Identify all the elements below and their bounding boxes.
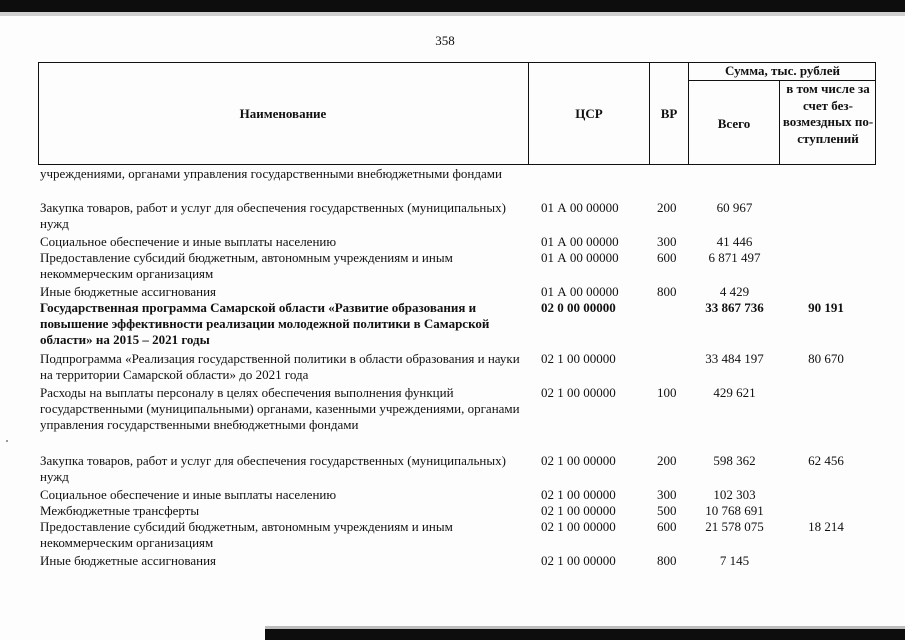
row-csr: 02 1 00 00000	[541, 487, 616, 502]
row-total: 60 967	[716, 200, 753, 215]
row-free: 18 214	[808, 519, 844, 534]
row-vr: 100	[657, 385, 677, 400]
row-vr: 200	[657, 453, 677, 468]
row-csr: 02 1 00 00000	[541, 453, 616, 468]
row-total: 33 867 736	[705, 300, 764, 315]
row-name: Закупка товаров, работ и услуг для обеспечения государственных (муниципальных) нужд	[40, 453, 506, 484]
scan-speck	[6, 440, 8, 442]
row-csr: 01 А 00 00000	[541, 200, 619, 215]
row-name: Социальное обеспечение и иные выплаты населению	[40, 487, 337, 502]
row-total: 33 484 197	[705, 351, 764, 366]
row-name: Социальное обеспечение и иные выплаты населению	[40, 234, 337, 249]
row-vr: 500	[657, 503, 677, 518]
row-csr: 02 1 00 00000	[541, 503, 616, 518]
scan-bottom-border	[265, 629, 905, 640]
row-name: Иные бюджетные ассигнования	[40, 553, 217, 568]
row-vr: 300	[657, 487, 677, 502]
row-name: Государственная программа Самарской области «Развитие образования и повышение эффективности реализации молодежной политики в Самарской области» на 2015 – 2021 годы	[40, 300, 490, 347]
row-vr: 800	[657, 284, 677, 299]
scan-top-shadow	[0, 12, 905, 16]
row-free: 62 456	[808, 453, 844, 468]
row-total: 7 145	[719, 553, 750, 568]
row-csr: 01 А 00 00000	[541, 250, 619, 265]
header-csr: ЦСР	[575, 106, 603, 121]
row-vr: 300	[657, 234, 677, 249]
page-number: 358	[435, 33, 455, 48]
row-name: Иные бюджетные ассигнования	[40, 284, 217, 299]
row-vr: 600	[657, 519, 677, 534]
header-free: в том числе за счет без-возмездных по-ступлений	[782, 81, 874, 146]
row-name: Предоставление субсидий бюджетным, автономным учреждениям и иным некоммерческим организациям	[40, 250, 453, 281]
row-csr: 01 А 00 00000	[541, 234, 619, 249]
row-free: 90 191	[808, 300, 844, 315]
row-total: 6 871 497	[708, 250, 761, 265]
row-csr: 01 А 00 00000	[541, 284, 619, 299]
header-vr: ВР	[660, 106, 678, 121]
row-name: учреждениями, органами управления государственными внебюджетными фондами	[40, 166, 502, 181]
row-csr: 02 0 00 00000	[541, 300, 616, 315]
row-vr: 600	[657, 250, 677, 265]
row-name: Предоставление субсидий бюджетным, автономным учреждениям и иным некоммерческим организациям	[40, 519, 453, 550]
row-name: Межбюджетные трансферты	[40, 503, 200, 518]
row-vr: 800	[657, 553, 677, 568]
row-name: Подпрограмма «Реализация государственной политики в области образования и науки на территории Самарской области» до 2021 года	[40, 351, 520, 382]
row-total: 429 621	[713, 385, 756, 400]
row-total: 4 429	[719, 284, 750, 299]
row-name: Закупка товаров, работ и услуг для обеспечения государственных (муниципальных) нужд	[40, 200, 506, 231]
row-name: Расходы на выплаты персоналу в целях обеспечения выполнения функций государственными (муниципальными) органами, казенными учреждениями, органами управления государственными внебюджетными фондами	[40, 385, 520, 432]
header-name: Наименование	[239, 106, 327, 121]
row-total: 10 768 691	[705, 503, 764, 518]
row-csr: 02 1 00 00000	[541, 385, 616, 400]
row-total: 21 578 075	[705, 519, 764, 534]
row-total: 102 303	[713, 487, 756, 502]
row-free: 80 670	[808, 351, 844, 366]
row-total: 41 446	[716, 234, 753, 249]
header-sum: Сумма, тыс. рублей	[725, 63, 840, 78]
scan-top-border	[0, 0, 905, 12]
row-csr: 02 1 00 00000	[541, 519, 616, 534]
header-divider-free	[779, 80, 780, 165]
row-csr: 02 1 00 00000	[541, 351, 616, 366]
row-total: 598 362	[713, 453, 756, 468]
header-total: Всего	[717, 116, 751, 131]
row-vr: 200	[657, 200, 677, 215]
row-csr: 02 1 00 00000	[541, 553, 616, 568]
